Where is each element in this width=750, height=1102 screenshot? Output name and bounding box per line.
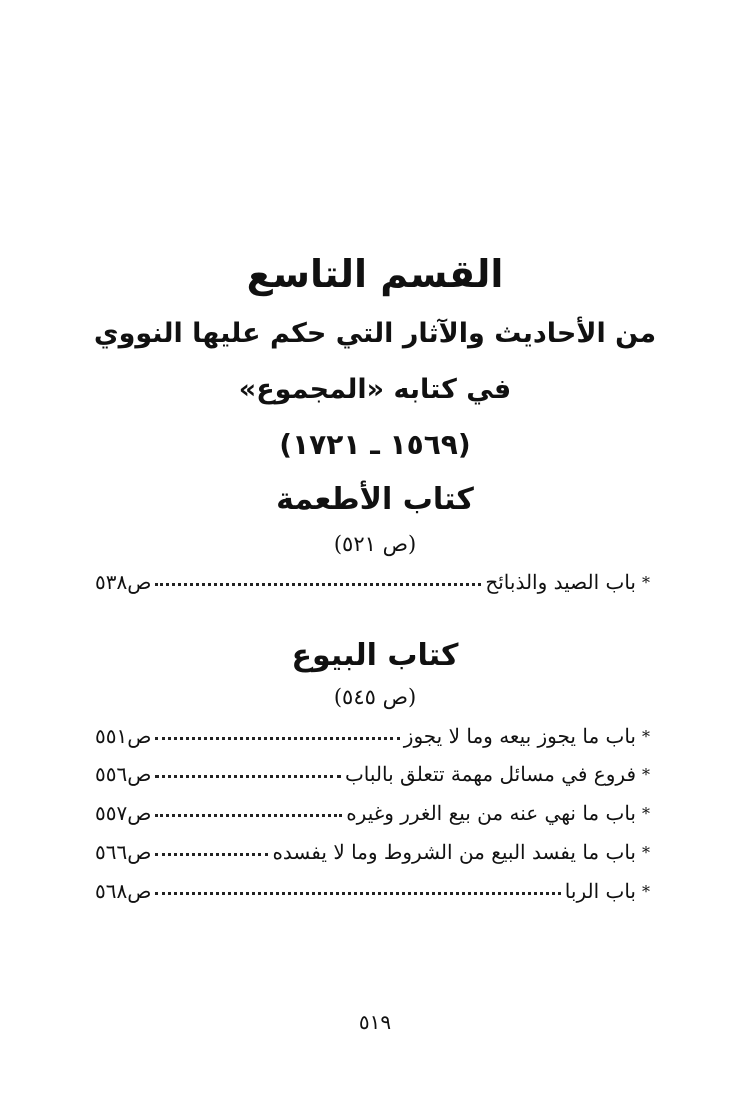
toc-entry[interactable]: [95, 721, 650, 751]
toc-entry-page: ص٥٦٨: [95, 879, 152, 903]
bullet-asterisk: *: [642, 572, 650, 592]
toc-entry[interactable]: [95, 876, 650, 906]
toc-entry[interactable]: [95, 759, 650, 789]
dot-leader: [155, 812, 342, 817]
bullet-asterisk: *: [642, 881, 650, 901]
section-title: القسم التاسع: [246, 252, 504, 296]
toc-entry-page: ص٥٦٦: [95, 840, 152, 864]
bullet-asterisk: *: [642, 764, 650, 784]
toc-entry-title: باب ما نهي عنه من بيع الغرر وغيره: [346, 801, 636, 825]
toc-entry-title: باب الصيد والذبائح: [485, 570, 636, 594]
number-range: (١٥٦٩ ـ ١٧٢١): [279, 428, 471, 461]
dot-leader: [155, 890, 560, 895]
toc-entry-page: ص٥٥٧: [95, 801, 152, 825]
toc-entry-page: ص٥٥٦: [95, 762, 152, 786]
bullet-asterisk: *: [642, 842, 650, 862]
dot-leader: [155, 735, 399, 740]
toc-entry-page: ص٥٣٨: [95, 570, 152, 594]
book-page-ref-foods: (ص ٥٢١): [333, 532, 417, 556]
dot-leader: [155, 581, 481, 586]
dot-leader: [155, 851, 268, 856]
subtitle-line-2: في كتابه «المجموع»: [238, 374, 512, 405]
toc-entry-title: باب ما يجوز بيعه وما لا يجوز: [403, 724, 636, 748]
toc-entry-title: فروع في مسائل مهمة تتعلق بالباب: [344, 762, 636, 786]
bullet-asterisk: *: [642, 803, 650, 823]
toc-entry[interactable]: [95, 798, 650, 828]
book-title-foods: كتاب الأطعمة: [276, 482, 474, 517]
toc-entry[interactable]: [95, 567, 650, 597]
dot-leader: [155, 773, 341, 778]
book-page-ref-sales: (ص ٥٤٥): [333, 685, 417, 709]
page-number: ٥١٩: [358, 1010, 392, 1034]
book-title-sales: كتاب البيوع: [291, 638, 459, 673]
toc-entry-title: باب الربا: [564, 879, 636, 903]
toc-entry-page: ص٥٥١: [95, 724, 152, 748]
toc-entry[interactable]: [95, 837, 650, 867]
toc-entry-title: باب ما يفسد البيع من الشروط وما لا يفسده: [272, 840, 636, 864]
bullet-asterisk: *: [642, 726, 650, 746]
subtitle-line-1: من الأحاديث والآثار التي حكم عليها النووي: [93, 318, 657, 349]
